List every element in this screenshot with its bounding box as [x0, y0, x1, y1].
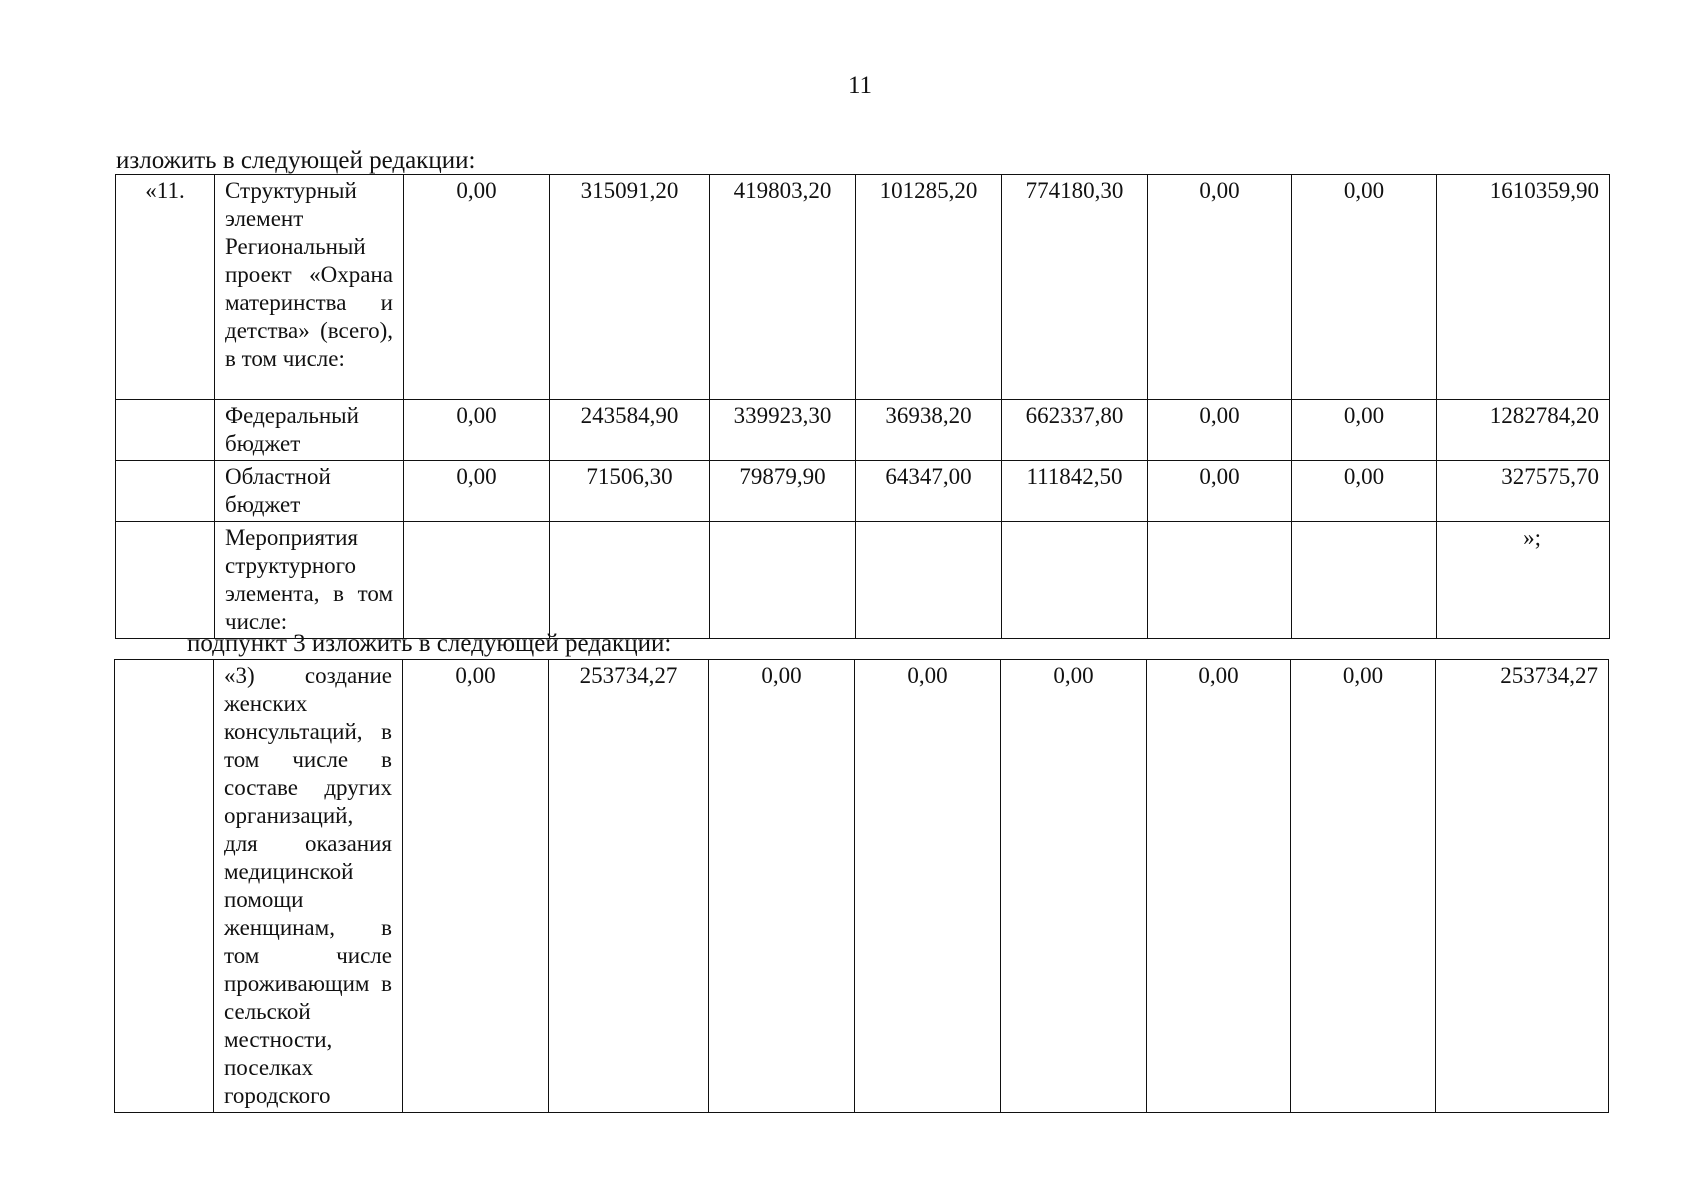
value-cell: 79879,90 — [710, 461, 856, 522]
table-row — [116, 461, 1610, 522]
row-index: «11. — [116, 175, 215, 400]
row-description: Областной бюджет — [215, 461, 404, 522]
table-row — [116, 522, 1610, 639]
value-cell: 36938,20 — [856, 400, 1002, 461]
budget-table-1 — [115, 174, 1610, 639]
row-index — [115, 660, 214, 1113]
value-cell: 0,00 — [855, 660, 1001, 1113]
closing-quote: »; — [1437, 522, 1610, 639]
row-description: «3) создание женских консультаций, в том числе в составе других организаций, для оказания медицинской помощи женщинам, в том числе проживающим в сельской местности, поселках городского — [214, 660, 403, 1113]
value-cell — [1292, 522, 1437, 639]
value-cell: 0,00 — [1148, 461, 1292, 522]
value-cell — [710, 522, 856, 639]
value-cell: 662337,80 — [1002, 400, 1148, 461]
total-cell: 1282784,20 — [1437, 400, 1610, 461]
table-row — [116, 175, 1610, 400]
value-cell: 0,00 — [404, 461, 550, 522]
value-cell: 243584,90 — [550, 400, 710, 461]
value-cell: 253734,27 — [549, 660, 709, 1113]
section-heading-1: изложить в следующей редакции: — [116, 147, 476, 174]
value-cell: 101285,20 — [856, 175, 1002, 400]
total-cell: 253734,27 — [1436, 660, 1609, 1113]
value-cell — [404, 522, 550, 639]
value-cell — [550, 522, 710, 639]
budget-table-2 — [114, 659, 1609, 1113]
row-description: Федеральный бюджет — [215, 400, 404, 461]
table-row — [116, 400, 1610, 461]
value-cell — [856, 522, 1002, 639]
total-cell: 327575,70 — [1437, 461, 1610, 522]
table-row — [115, 660, 1609, 1113]
value-cell: 0,00 — [1292, 175, 1437, 400]
value-cell: 0,00 — [1292, 461, 1437, 522]
value-cell: 0,00 — [709, 660, 855, 1113]
section-heading-2: подпункт 3 изложить в следующей редакции: — [187, 630, 672, 657]
value-cell — [1002, 522, 1148, 639]
value-cell: 0,00 — [1147, 660, 1291, 1113]
row-index — [116, 461, 215, 522]
value-cell: 0,00 — [403, 660, 549, 1113]
value-cell: 0,00 — [1148, 175, 1292, 400]
value-cell: 0,00 — [1292, 400, 1437, 461]
value-cell: 339923,30 — [710, 400, 856, 461]
value-cell: 419803,20 — [710, 175, 856, 400]
value-cell: 0,00 — [1001, 660, 1147, 1113]
value-cell: 64347,00 — [856, 461, 1002, 522]
total-cell: 1610359,90 — [1437, 175, 1610, 400]
value-cell: 0,00 — [404, 175, 550, 400]
value-cell: 0,00 — [1291, 660, 1436, 1113]
value-cell: 0,00 — [1148, 400, 1292, 461]
value-cell: 71506,30 — [550, 461, 710, 522]
value-cell: 774180,30 — [1002, 175, 1148, 400]
row-description: Структурный элемент Региональный проект «Охрана материнства и детства» (всего), в том числе: — [215, 175, 404, 400]
row-index — [116, 400, 215, 461]
value-cell: 315091,20 — [550, 175, 710, 400]
page-number: 11 — [847, 72, 873, 99]
value-cell: 0,00 — [404, 400, 550, 461]
value-cell: 111842,50 — [1002, 461, 1148, 522]
value-cell — [1148, 522, 1292, 639]
row-index — [116, 522, 215, 639]
row-description: Мероприятия структурного элемента, в том числе: — [215, 522, 404, 639]
